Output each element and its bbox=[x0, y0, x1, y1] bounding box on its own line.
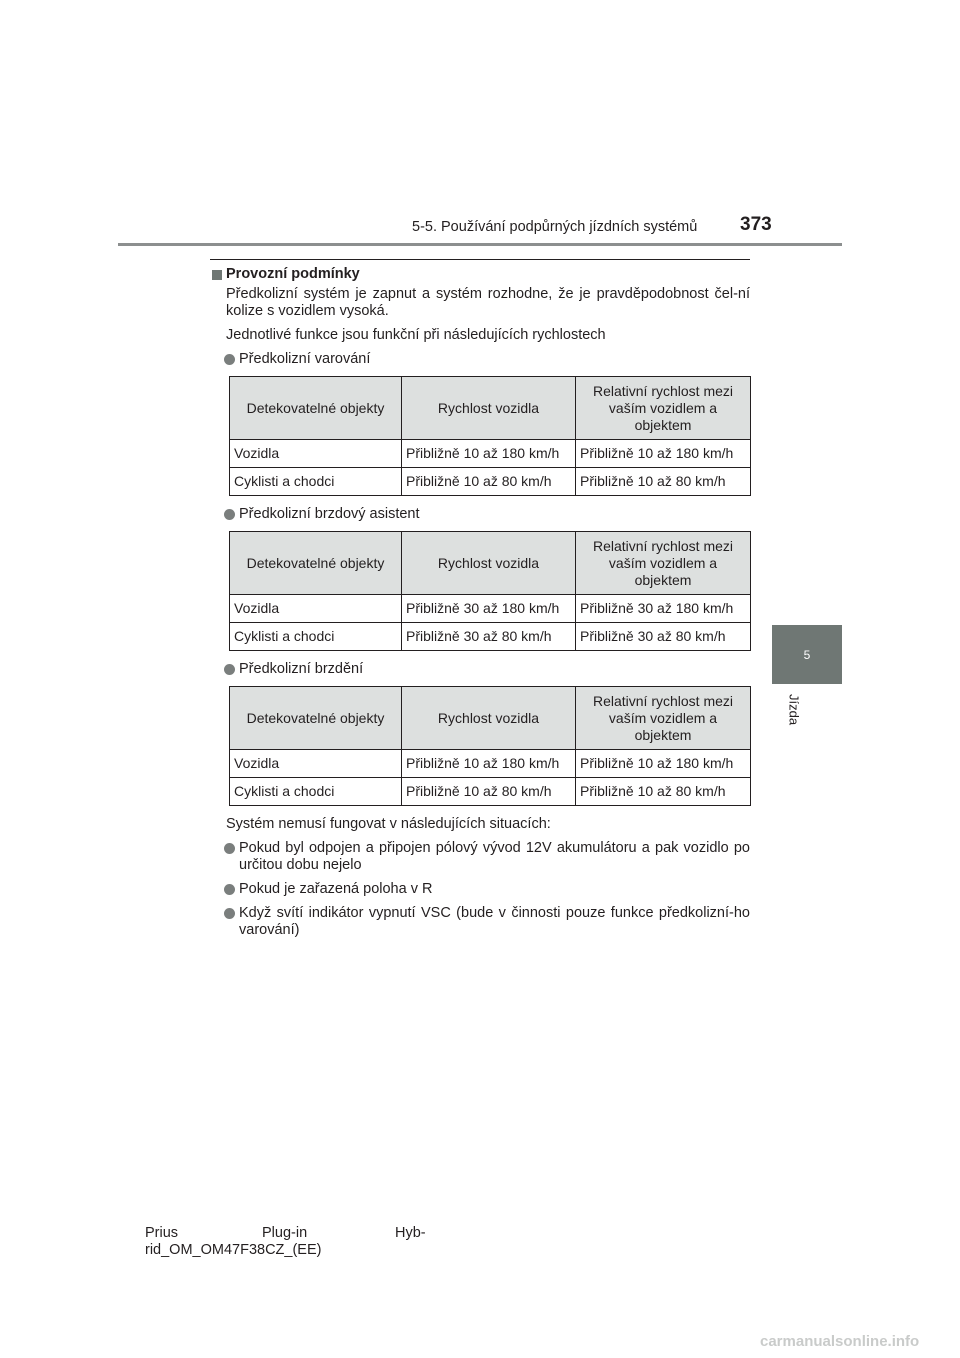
chapter-label bbox=[782, 694, 806, 744]
table-header-row bbox=[230, 687, 751, 750]
table-cell: Přibližně 10 až 180 km/h bbox=[402, 440, 576, 468]
section-intro: Předkolizní systém je zapnut a systém rozhodne, že je pravděpodobnost čel-ní kolize s vozidlem vysoká. bbox=[226, 286, 750, 319]
table-cell: Vozidla bbox=[230, 595, 402, 623]
table-cell: Cyklisti a chodci bbox=[230, 778, 402, 806]
section-heading bbox=[212, 266, 750, 283]
list-item-text: Pokud byl odpojen a připojen pólový vývod 12V akumulátoru a pak vozidlo po určitou dobu nejelo bbox=[239, 840, 750, 873]
column-header: Detekovatelné objekty bbox=[230, 532, 402, 595]
column-header: Detekovatelné objekty bbox=[230, 377, 402, 440]
chapter-label-text: Jízda bbox=[786, 694, 802, 726]
watermark: carmanualsonline.info bbox=[760, 1333, 920, 1350]
table-cell: Přibližně 30 až 80 km/h bbox=[402, 623, 576, 651]
column-header: Rychlost vozidla bbox=[402, 377, 576, 440]
list-item-text: Pokud je zařazená poloha v R bbox=[239, 881, 433, 897]
footer-word: Plug-in bbox=[262, 1225, 308, 1241]
header-rule bbox=[118, 243, 842, 246]
footer-doc-code: rid_OM_OM47F38CZ_(EE) bbox=[145, 1242, 322, 1258]
table-cell: Přibližně 10 až 80 km/h bbox=[402, 778, 576, 806]
section-intro-speeds: Jednotlivé funkce jsou funkční při následujících rychlostech bbox=[226, 327, 606, 343]
table-caption bbox=[224, 351, 750, 368]
column-header: Relativní rychlost mezi vaším vozidlem a objektem bbox=[576, 377, 751, 440]
table-caption-text: Předkolizní brzdový asistent bbox=[239, 506, 420, 522]
table-caption bbox=[224, 506, 750, 523]
chapter-number: 5 bbox=[803, 647, 811, 662]
table-cell: Cyklisti a chodci bbox=[230, 468, 402, 496]
column-header: Relativní rychlost mezi vaším vozidlem a objektem bbox=[576, 687, 751, 750]
list-item bbox=[224, 905, 750, 939]
table-caption bbox=[224, 661, 750, 678]
table-cell: Přibližně 30 až 80 km/h bbox=[576, 623, 751, 651]
table-cell: Přibližně 10 až 180 km/h bbox=[576, 440, 751, 468]
column-header: Rychlost vozidla bbox=[402, 687, 576, 750]
table-cell: Přibližně 30 až 180 km/h bbox=[576, 595, 751, 623]
bullet-icon bbox=[224, 354, 235, 365]
footer-word: Prius bbox=[145, 1225, 179, 1241]
speed-table-warning bbox=[229, 376, 751, 496]
table-caption-text: Předkolizní brzdění bbox=[239, 661, 364, 677]
table-header-row bbox=[230, 532, 751, 595]
table-cell: Přibližně 10 až 180 km/h bbox=[576, 750, 751, 778]
column-header: Rychlost vozidla bbox=[402, 532, 576, 595]
square-bullet-icon bbox=[212, 270, 222, 280]
column-header: Detekovatelné objekty bbox=[230, 687, 402, 750]
limitations-intro: Systém nemusí fungovat v následujících situacích: bbox=[226, 816, 551, 832]
table-cell: Přibližně 30 až 180 km/h bbox=[402, 595, 576, 623]
column-header: Relativní rychlost mezi vaším vozidlem a objektem bbox=[576, 532, 751, 595]
chapter-tab bbox=[772, 625, 842, 684]
page-number: 373 bbox=[740, 214, 772, 235]
list-item bbox=[224, 881, 750, 898]
bullet-icon bbox=[224, 908, 235, 919]
table-cell: Vozidla bbox=[230, 750, 402, 778]
list-item bbox=[224, 840, 750, 874]
table-cell: Přibližně 10 až 180 km/h bbox=[402, 750, 576, 778]
table-row bbox=[230, 595, 751, 623]
table-cell: Přibližně 10 až 80 km/h bbox=[576, 468, 751, 496]
footer-word: Hyb- bbox=[395, 1225, 426, 1241]
table-cell: Přibližně 10 až 80 km/h bbox=[576, 778, 751, 806]
list-item-text: Když svítí indikátor vypnutí VSC (bude v činnosti pouze funkce předkolizní-ho varování) bbox=[239, 905, 750, 938]
table-cell: Přibližně 10 až 80 km/h bbox=[402, 468, 576, 496]
section-rule bbox=[210, 259, 750, 260]
table-row bbox=[230, 440, 751, 468]
table-header-row bbox=[230, 377, 751, 440]
section-heading-text: Provozní podmínky bbox=[226, 266, 360, 282]
running-header-title: 5-5. Používání podpůrných jízdních systémů bbox=[412, 219, 698, 235]
table-row bbox=[230, 778, 751, 806]
table-caption-text: Předkolizní varování bbox=[239, 351, 371, 367]
speed-table-braking bbox=[229, 686, 751, 806]
bullet-icon bbox=[224, 843, 235, 854]
table-row bbox=[230, 623, 751, 651]
speed-table-brake-assist bbox=[229, 531, 751, 651]
table-row bbox=[230, 750, 751, 778]
bullet-icon bbox=[224, 884, 235, 895]
main-content bbox=[212, 266, 750, 946]
bullet-icon bbox=[224, 509, 235, 520]
table-row bbox=[230, 468, 751, 496]
table-cell: Cyklisti a chodci bbox=[230, 623, 402, 651]
table-cell: Vozidla bbox=[230, 440, 402, 468]
bullet-icon bbox=[224, 664, 235, 675]
